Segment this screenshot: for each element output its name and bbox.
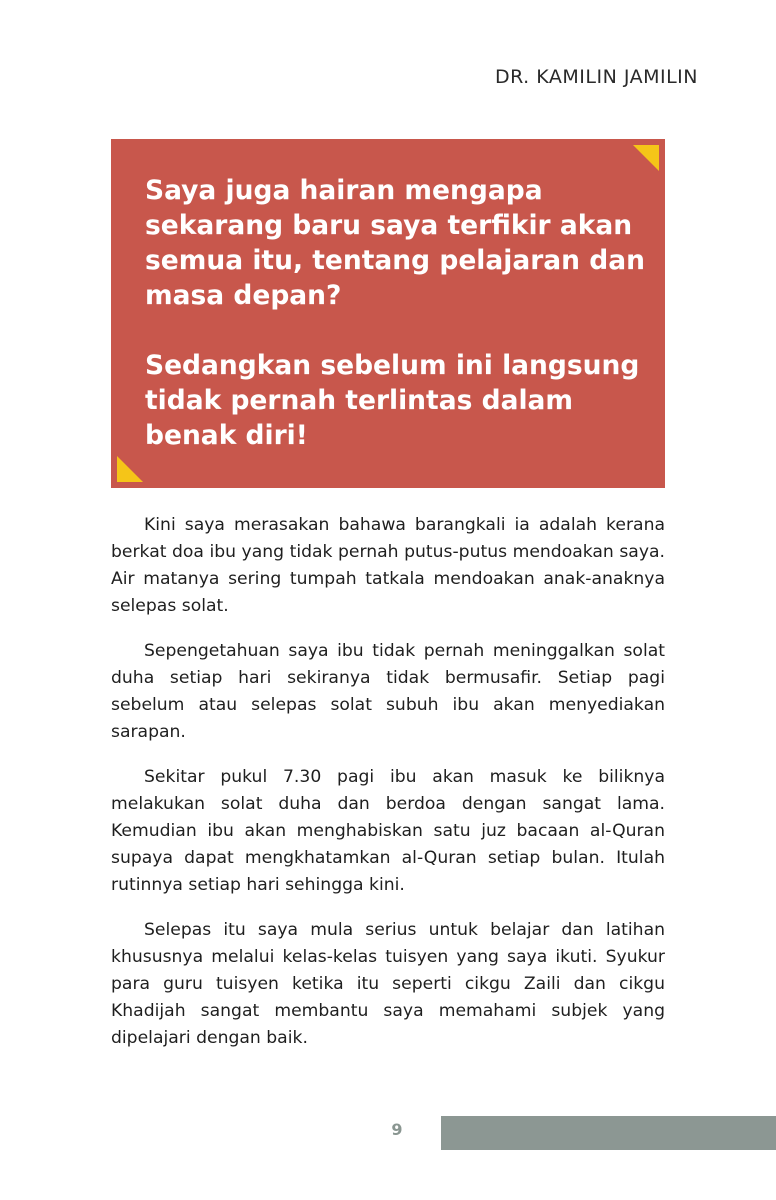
pull-quote-box — [111, 139, 665, 488]
body-paragraph: Sekitar pukul 7.30 pagi ibu akan masuk ke biliknya melakukan solat duha dan berdoa dengan sangat lama. Kemudian ibu akan menghabiskan satu juz bacaan al-Quran supaya dapat mengkhatamkan al-Quran setiap bulan. Itulah rutinnya setiap hari sehingga kini. — [111, 767, 665, 895]
corner-triangle-top-right — [633, 145, 659, 171]
pull-quote-text — [145, 173, 645, 488]
body-paragraph: Kini saya merasakan bahawa barangkali ia adalah kerana berkat doa ibu yang tidak pernah putus-putus mendoakan saya. Air matanya sering tumpah tatkala mendoakan anak-anaknya selepas solat. — [111, 515, 665, 616]
body-paragraph: Selepas itu saya mula serius untuk belajar dan latihan khususnya melalui kelas-kelas tuisyen yang saya ikuti. Syukur para guru tuisyen ketika itu seperti cikgu Zaili dan cikgu Khadijah sangat membantu saya memahami subjek yang dipelajari dengan baik. — [111, 920, 665, 1048]
pull-quote-paragraph: Saya juga hairan mengapa sekarang baru saya terfikir akan semua itu, tentang pelajaran dan masa depan? — [145, 175, 645, 311]
body-paragraph: Sepengetahuan saya ibu tidak pernah meninggalkan solat duha setiap hari sekiranya tidak bermusafir. Setiap pagi sebelum atau selepas solat subuh ibu akan menyediakan sarapan. — [111, 641, 665, 742]
pull-quote-paragraph: Sedangkan sebelum ini langsung tidak pernah terlintas dalam benak diri! — [145, 350, 640, 451]
footer-bar — [441, 1116, 776, 1150]
corner-triangle-bottom-left — [117, 456, 143, 482]
body-text — [111, 512, 665, 1070]
running-header-author: DR. KAMILIN JAMILIN — [495, 66, 698, 88]
page-number: 9 — [391, 1120, 403, 1139]
